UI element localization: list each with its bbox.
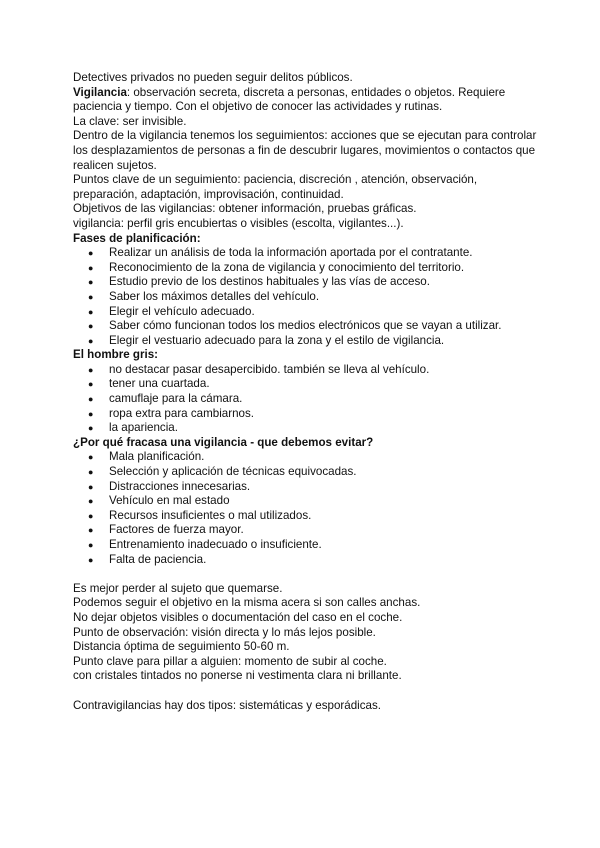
- perfil-line: vigilancia: perfil gris encubiertas o visibles (escolta, vigilantes...).: [73, 216, 404, 230]
- list-item: ● la apariencia.: [73, 421, 543, 436]
- objetivos-line: Objetivos de las vigilancias: obtener información, pruebas gráficas.: [73, 202, 417, 216]
- list-item: ● Mala planificación.: [73, 450, 543, 465]
- list-item: ● camuflaje para la cámara.: [73, 392, 543, 407]
- contravigilancias-line: Contravigilancias hay dos tipos: sistemáticas y esporádicas.: [73, 698, 382, 712]
- closing-line: No dejar objetos visibles o documentación del caso en el coche.: [73, 610, 403, 624]
- vigilancia-definition: : observación secreta, discreta a personas, entidades o objetos. Requiere paciencia y tiempo. Con el objetivo de conocer las actividades y rutinas.: [73, 85, 506, 114]
- document-body: [73, 71, 543, 713]
- closing-line: con cristales tintados no ponerse ni vestimenta clara ni brillante.: [73, 669, 402, 683]
- closing-line: Punto de observación: visión directa y lo más lejos posible.: [73, 625, 376, 639]
- vigilancia-term: Vigilancia: [73, 85, 127, 99]
- fracasa-heading: ¿Por qué fracasa una vigilancia - que debemos evitar?: [73, 435, 374, 449]
- list-item: ● Entrenamiento inadecuado o insuficiente.: [73, 538, 543, 553]
- list-item: ● ropa extra para cambiarnos.: [73, 407, 543, 422]
- list-item: ● Reconocimiento de la zona de vigilancia y conocimiento del territorio.: [73, 261, 543, 276]
- list-item: ● Distracciones innecesarias.: [73, 480, 543, 495]
- fracasa-list: [73, 450, 543, 567]
- list-item: ● Elegir el vehículo adecuado.: [73, 305, 543, 320]
- hombre-gris-heading: El hombre gris:: [73, 348, 159, 362]
- list-item: ● tener una cuartada.: [73, 377, 543, 392]
- closing-line: Punto clave para pillar a alguien: momento de subir al coche.: [73, 654, 387, 668]
- blank-line: [73, 567, 543, 582]
- list-item: ● Vehículo en mal estado: [73, 494, 543, 509]
- list-item: ● Realizar un análisis de toda la información aportada por el contratante.: [73, 246, 543, 261]
- puntos-clave-paragraph: Puntos clave de un seguimiento: paciencia, discreción , atención, observación, preparación, adaptación, improvisación, continuidad.: [73, 173, 478, 201]
- hombre-gris-list: [73, 363, 543, 436]
- fases-heading: Fases de planificación:: [73, 231, 201, 245]
- list-item: ● Selección y aplicación de técnicas equivocadas.: [73, 465, 543, 480]
- closing-line: Distancia óptima de seguimiento 50-60 m.: [73, 640, 290, 654]
- seguimientos-paragraph: Dentro de la vigilancia tenemos los seguimientos: acciones que se ejecutan para controlar los desplazamientos de personas a fin de descubrir lugares, movimientos o contactos que realicen sujetos.: [73, 129, 537, 172]
- closing-line: Podemos seguir el objetivo en la misma acera si son calles anchas.: [73, 596, 421, 610]
- clave-line: La clave: ser invisible.: [73, 114, 187, 128]
- blank-line: [73, 684, 543, 699]
- list-item: ● Factores de fuerza mayor.: [73, 523, 543, 538]
- list-item: ● Falta de paciencia.: [73, 553, 543, 568]
- list-item: ● Saber los máximos detalles del vehículo.: [73, 290, 543, 305]
- list-item: ● Elegir el vestuario adecuado para la zona y el estilo de vigilancia.: [73, 334, 543, 349]
- list-item: ● no destacar pasar desapercibido. también se lleva al vehículo.: [73, 363, 543, 378]
- intro-line: Detectives privados no pueden seguir delitos públicos.: [73, 71, 353, 84]
- list-item: ● Estudio previo de los destinos habituales y las vías de acceso.: [73, 275, 543, 290]
- fases-list: [73, 246, 543, 348]
- list-item: ● Recursos insuficientes o mal utilizados.: [73, 509, 543, 524]
- closing-line: Es mejor perder al sujeto que quemarse.: [73, 581, 283, 595]
- vigilancia-paragraph: [73, 86, 543, 115]
- list-item: ● Saber cómo funcionan todos los medios electrónicos que se vayan a utilizar.: [73, 319, 543, 334]
